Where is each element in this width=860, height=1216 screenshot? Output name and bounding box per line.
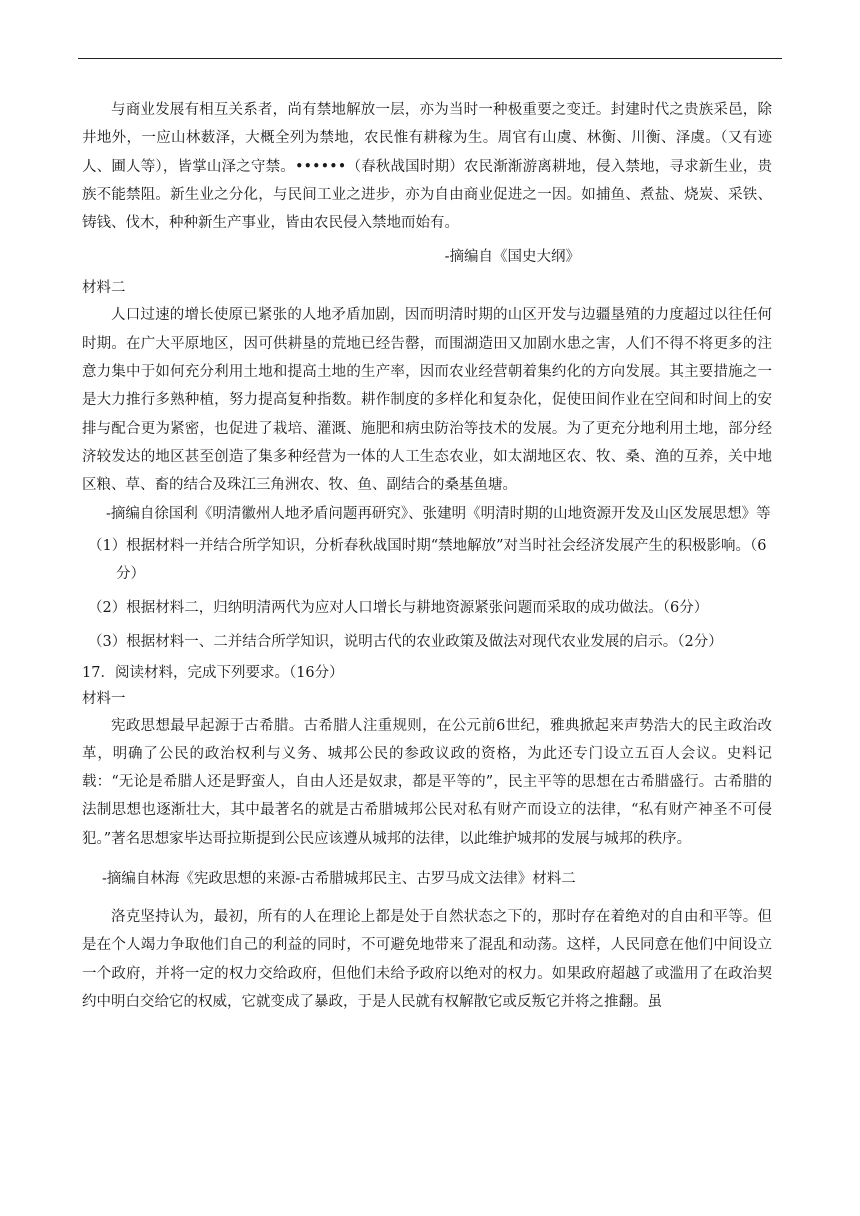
document-body	[82, 96, 772, 1016]
passage-4-text: 洛克坚持认为，最初，所有的人在理论上都是处于自然状态之下的，那时存在着绝对的自由和平等。但是在个人竭力争取他们自己的利益的同时，不可避免地带来了混乱和动荡。这样，人民同意在他们中间设立一个政府，并将一定的权力交给政府，但他们未给予政府以绝对的权力。如果政府超越了或滥用了在政治契约中明白交给它的权威，它就变成了暴政，于是人民就有权解散它或反叛它并将之推翻。虽	[82, 909, 772, 1010]
question-16-1: （1）根据材料一并结合所学知识，分析春秋战国时期“禁地解放”对当时社会经济发展产生的积极影响。（6分）	[88, 537, 767, 582]
question-17-title: 17．阅读材料，完成下列要求。（16分）	[82, 664, 344, 681]
passage-2-source: -摘编自徐国利《明清徽州人地矛盾问题再研究》、张建明《明清时期的山地资源开发及山区发展思想》等	[106, 505, 771, 522]
material-1-label: 材料一	[82, 690, 126, 707]
passage-2-text: 人口过速的增长使原已紧张的人地矛盾加剧，因而明清时期的山区开发与边疆垦殖的力度超过以往任何时期。在广大平原地区，因可供耕垦的荒地已经告罄，而围湖造田又加剧水患之害，人们不得不将更多的注意力集中于如何充分利用土地和提高土地的生产率，因而农业经营朝着集约化的方向发展。其主要措施之一是大力推行多熟种植，努力提高复种指数。耕作制度的多样化和复杂化，促使田间作业在空间和时间上的安排与配合更为紧密，也促进了栽培、灌溉、施肥和病虫防治等技术的发展。为了更充分地利用土地，部分经济较发达的地区甚至创造了集多种经营为一体的人工生态农业，如太湖地区农、牧、桑、渔的互养，关中地区粮、草、畜的结合及珠江三角洲农、牧、鱼、副结合的桑基鱼塘。	[82, 307, 772, 494]
passage-3-text: 宪政思想最早起源于古希腊。古希腊人注重规则，在公元前6世纪，雅典掀起来声势浩大的民主政治改革，明确了公民的政治权利与义务、城邦公民的参政议政的资格，为此还专门设立五百人会议。史料记载：“无论是希腊人还是野蛮人，自由人还是奴隶，都是平等的”，民主平等的思想在古希腊盛行。古希腊的法制思想也逐渐壮大，其中最著名的就是古希腊城邦公民对私有财产而设立的法律，“私有财产神圣不可侵犯。”著名思想家毕达哥拉斯提到公民应该遵从城邦的法律，以此维护城邦的发展与城邦的秩序。	[82, 717, 772, 847]
passage-3-source: -摘编自林海《宪政思想的来源-古希腊城邦民主、古罗马成文法律》材料二	[102, 871, 576, 888]
question-16-subquestions	[82, 532, 772, 656]
passage-1-source: -摘编自《国史大纲》	[444, 249, 580, 266]
header-rule	[78, 58, 782, 59]
question-16-3: （3）根据材料一、二并结合所学知识，说明古代的农业政策及做法对现代农业发展的启示。（2分）	[88, 633, 723, 650]
material-2-label: 材料二	[82, 280, 126, 297]
passage-1-text: 与商业发展有相互关系者，尚有禁地解放一层，亦为当时一种极重要之变迁。封建时代之贵族采邑，除井地外，一应山林薮泽，大概全列为禁地，农民惟有耕稼为生。周官有山虞、林衡、川衡、泽虞。（又有迹人、圃人等），皆掌山泽之守禁。••••••（春秋战国时期）农民渐渐游离耕地，侵入禁地，寻求新生业，贵族不能禁阻。新生业之分化，与民间工业之进步，亦为自由商业促进之一因。如捕鱼、煮盐、烧炭、采铁、铸钱、伐木，种种新生产事业，皆由农民侵入禁地而始有。	[82, 102, 772, 232]
question-16-2: （2）根据材料二，归纳明清两代为应对人口增长与耕地资源紧张问题而采取的成功做法。（6分）	[88, 599, 709, 616]
